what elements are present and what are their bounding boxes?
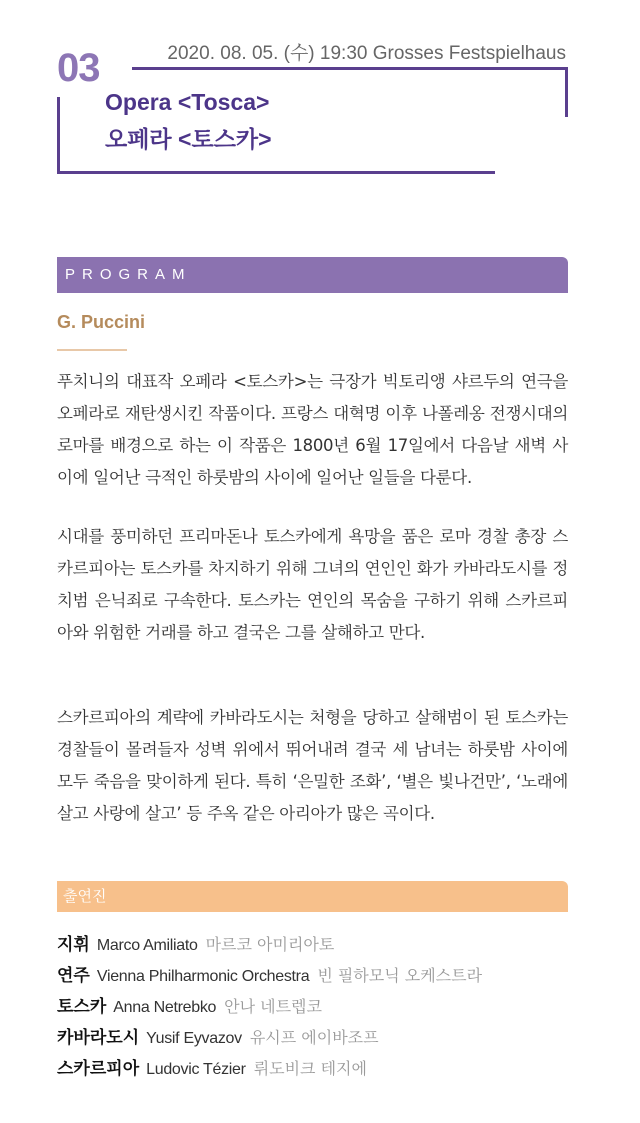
cast-row-orchestra — [57, 960, 568, 991]
title-english: Opera <Tosca> — [105, 89, 270, 115]
cast-list — [57, 929, 568, 1084]
cast-role: 지휘 — [57, 935, 90, 955]
program-paragraph-2: 시대를 풍미하던 프리마돈나 토스카에게 욕망을 품은 로마 경찰 총장 스카르피아는 토스카를 차지하기 위해 그녀의 연인인 화가 카바라도시를 정치범 은닉죄로 구속한다. 토스카는 연인의 목숨을 구하기 위해 스카르피아와 위험한 거래를 하고 결국은 그를 살해하고 만다. — [57, 527, 568, 642]
cast-name-en: Anna Netrebko — [113, 999, 217, 1016]
cast-name-ko: 안나 네트렙코 — [224, 997, 322, 1016]
title-korean: 오페라 <토스카> — [105, 126, 272, 152]
cast-role: 스카르피아 — [57, 1059, 140, 1079]
frame-line-right — [565, 67, 568, 117]
cast-row-scarpia — [57, 1053, 568, 1084]
composer-underline — [57, 349, 127, 351]
cast-row-tosca — [57, 991, 568, 1022]
frame-line-left — [57, 97, 60, 174]
cast-role: 카바라도시 — [57, 1028, 140, 1048]
composer-name: G. Puccini — [57, 312, 146, 332]
cast-name-ko: 유시프 에이바조프 — [249, 1028, 379, 1047]
cast-role: 토스카 — [57, 997, 107, 1017]
cast-name-en: Yusif Eyvazov — [146, 1030, 242, 1047]
program-paragraph-3: 스카르피아의 계략에 카바라도시는 처형을 당하고 살해범이 된 토스카는 경찰들이 몰려들자 성벽 위에서 뛰어내려 결국 세 남녀는 하룻밤 사이에 모두 죽음을 맞이하게 된다. 특히 ‘은밀한 조화’, ‘별은 빛나건만’, ‘노래에 살고 사랑에 살고’ 등 주옥 같은 아리아가 많은 곡이다. — [57, 708, 568, 823]
cast-row-conductor — [57, 929, 568, 960]
cast-role: 연주 — [57, 966, 90, 986]
cast-name-en: Ludovic Tézier — [146, 1061, 246, 1078]
frame-line-top — [132, 67, 568, 70]
cast-name-en: Vienna Philharmonic Orchestra — [96, 968, 310, 985]
program-section-bar: PROGRAM — [57, 257, 568, 293]
cast-name-en: Marco Amiliato — [96, 937, 198, 954]
cast-section-bar: 출연진 — [57, 881, 568, 912]
program-paragraph-1: 푸치니의 대표작 오페라 <토스카>는 극장가 빅토리앵 샤르두의 연극을 오페라로 재탄생시킨 작품이다. 프랑스 대혁명 이후 나폴레옹 전쟁시대의 로마를 배경으로 하는 이 작품은 1800년 6월 17일에서 다음날 새벽 사이에 일어난 극적인 하룻밤의 사이에 일어난 일들을 다룬다. — [57, 372, 568, 487]
cast-name-ko: 뤼도비크 테지에 — [253, 1059, 367, 1078]
cast-row-cavaradossi — [57, 1022, 568, 1053]
date-venue: 2020. 08. 05. (수) 19:30 Grosses Festspielhaus — [167, 43, 566, 64]
header-number: 03 — [57, 46, 100, 90]
frame-line-bottom — [57, 171, 495, 174]
cast-name-ko: 마르코 아미리아토 — [205, 935, 335, 954]
cast-name-ko: 빈 필하모닉 오케스트라 — [317, 966, 483, 985]
